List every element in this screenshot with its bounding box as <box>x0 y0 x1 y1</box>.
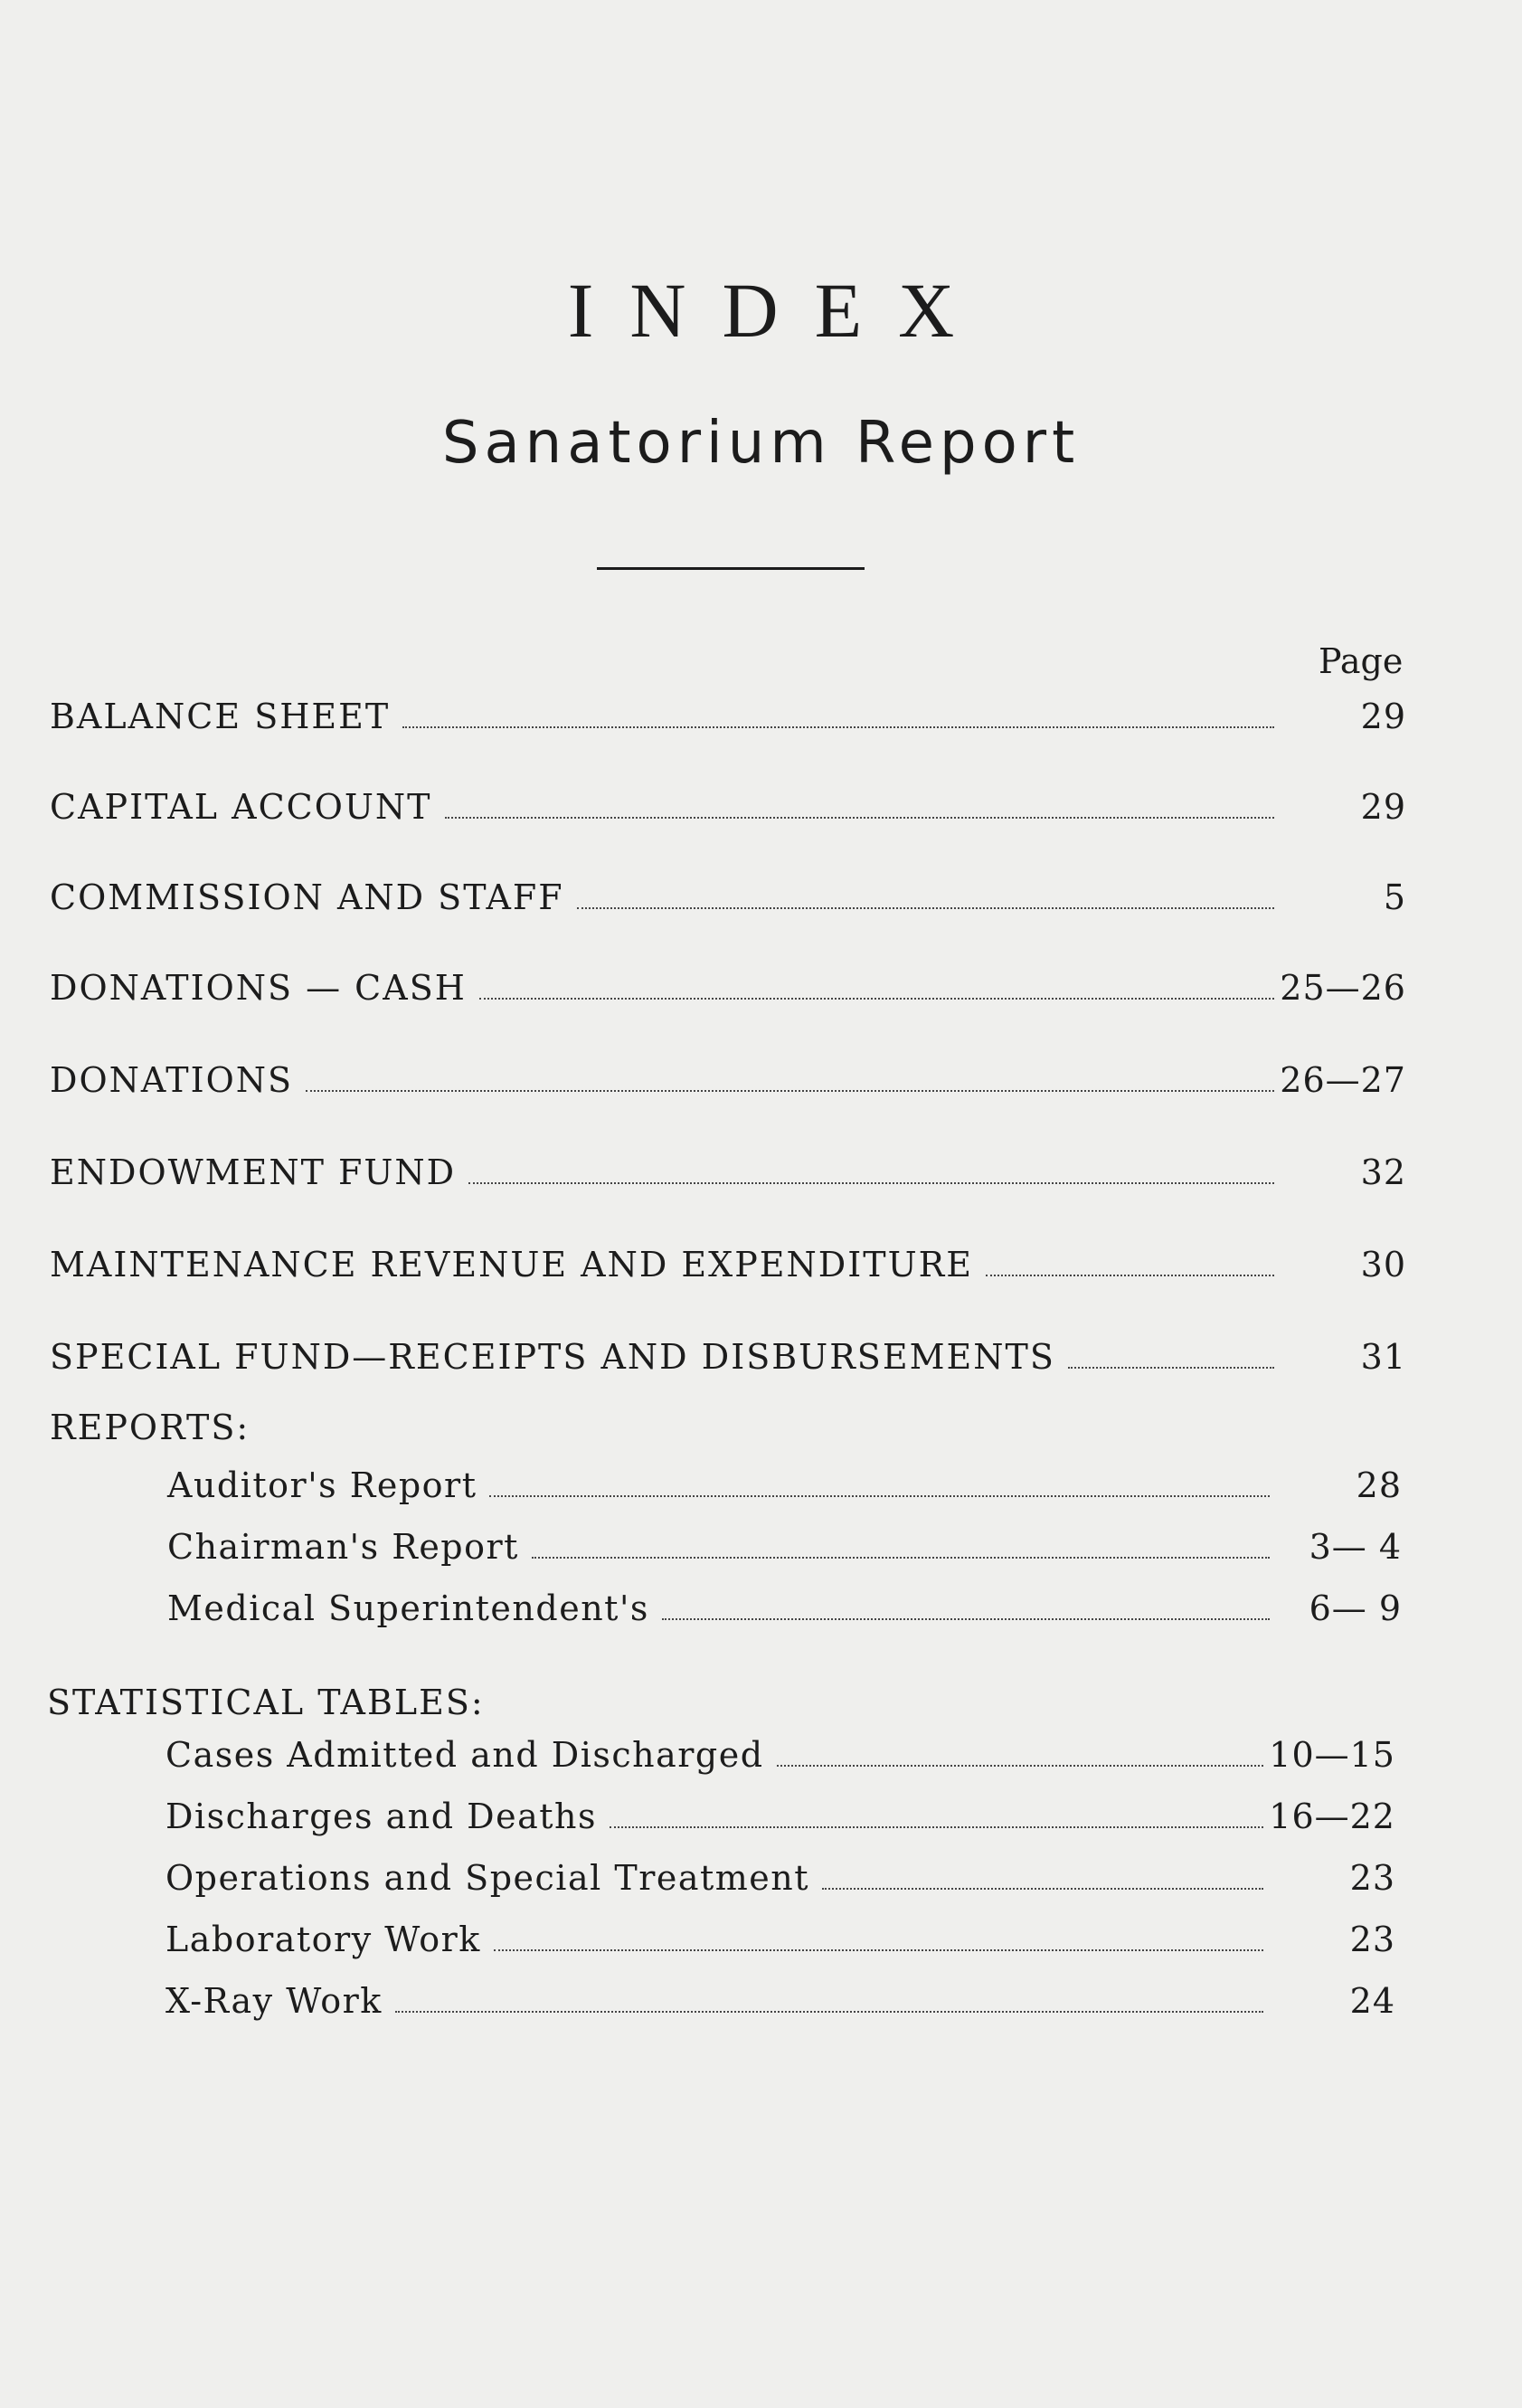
index-entry <box>50 1247 1406 1285</box>
table-entry <box>165 1737 1395 1775</box>
index-entry <box>50 698 1406 736</box>
reports-heading: REPORTS: <box>50 1408 251 1447</box>
report-entry <box>167 1529 1402 1567</box>
table-entry <box>165 1983 1395 2021</box>
table-entry <box>165 1921 1395 1959</box>
entry-page: 6— 9 <box>1309 1588 1402 1628</box>
dot-leader <box>662 1618 1270 1620</box>
entry-label: Chairman's Report <box>167 1527 519 1567</box>
entry-page: 23 <box>1349 1920 1395 1959</box>
entry-label: Medical Superintendent's <box>167 1588 649 1628</box>
dot-leader <box>479 998 1274 1000</box>
entry-label: SPECIAL FUND—RECEIPTS AND DISBURSEMENTS <box>50 1337 1055 1377</box>
entry-label: Auditor's Report <box>167 1465 477 1505</box>
entry-page: 23 <box>1349 1858 1395 1898</box>
dot-leader <box>577 907 1274 909</box>
table-entry <box>165 1798 1395 1836</box>
entry-label: Laboratory Work <box>165 1920 481 1959</box>
report-entry <box>167 1467 1402 1505</box>
dot-leader <box>494 1949 1263 1951</box>
dot-leader <box>468 1182 1274 1184</box>
dot-leader <box>532 1557 1270 1559</box>
entry-label: DONATIONS <box>50 1060 294 1100</box>
entry-label: BALANCE SHEET <box>50 697 391 736</box>
entry-label: Operations and Special Treatment <box>165 1858 810 1898</box>
page-column-label: Page <box>1319 641 1404 681</box>
entry-label: MAINTENANCE REVENUE AND EXPENDITURE <box>50 1245 973 1285</box>
dot-leader <box>610 1826 1263 1828</box>
index-entry <box>50 879 1406 917</box>
entry-page: 5 <box>1383 877 1406 917</box>
index-entry <box>50 1339 1406 1377</box>
entry-label: CAPITAL ACCOUNT <box>50 787 432 827</box>
entry-page: 32 <box>1360 1152 1406 1192</box>
dot-leader <box>395 2011 1263 2013</box>
entry-label: DONATIONS — CASH <box>50 968 467 1008</box>
page-subtitle: Sanatorium Report <box>441 410 1081 477</box>
index-entry <box>50 1154 1406 1192</box>
page-title: INDEX <box>567 267 991 354</box>
entry-page: 28 <box>1356 1465 1402 1505</box>
entry-page: 31 <box>1360 1337 1406 1377</box>
entry-page: 10—15 <box>1269 1735 1395 1775</box>
entry-page: 26—27 <box>1280 1060 1406 1100</box>
entry-page: 30 <box>1360 1245 1406 1285</box>
report-entry <box>167 1590 1402 1628</box>
dot-leader <box>489 1495 1270 1497</box>
dot-leader <box>822 1888 1263 1890</box>
entry-label: Cases Admitted and Discharged <box>165 1735 764 1775</box>
index-entry <box>50 1062 1406 1100</box>
entry-label: COMMISSION AND STAFF <box>50 877 564 917</box>
entry-label: ENDOWMENT FUND <box>50 1152 457 1192</box>
entry-page: 3— 4 <box>1309 1527 1402 1567</box>
dot-leader <box>445 817 1275 819</box>
entry-page: 29 <box>1360 787 1406 827</box>
entry-page: 24 <box>1349 1981 1395 2021</box>
entry-page: 29 <box>1360 697 1406 736</box>
dot-leader <box>777 1765 1263 1767</box>
entry-page: 16—22 <box>1269 1797 1395 1836</box>
dot-leader <box>402 726 1274 728</box>
dot-leader <box>1068 1367 1274 1369</box>
statistical-tables-heading: STATISTICAL TABLES: <box>47 1683 485 1722</box>
index-entry <box>50 970 1406 1008</box>
index-entry <box>50 789 1406 827</box>
entry-label: Discharges and Deaths <box>165 1797 597 1836</box>
title-divider <box>597 567 865 570</box>
entry-label: X-Ray Work <box>165 1981 383 2021</box>
table-entry <box>165 1860 1395 1898</box>
entry-page: 25—26 <box>1280 968 1406 1008</box>
dot-leader <box>306 1090 1274 1092</box>
dot-leader <box>986 1275 1274 1276</box>
